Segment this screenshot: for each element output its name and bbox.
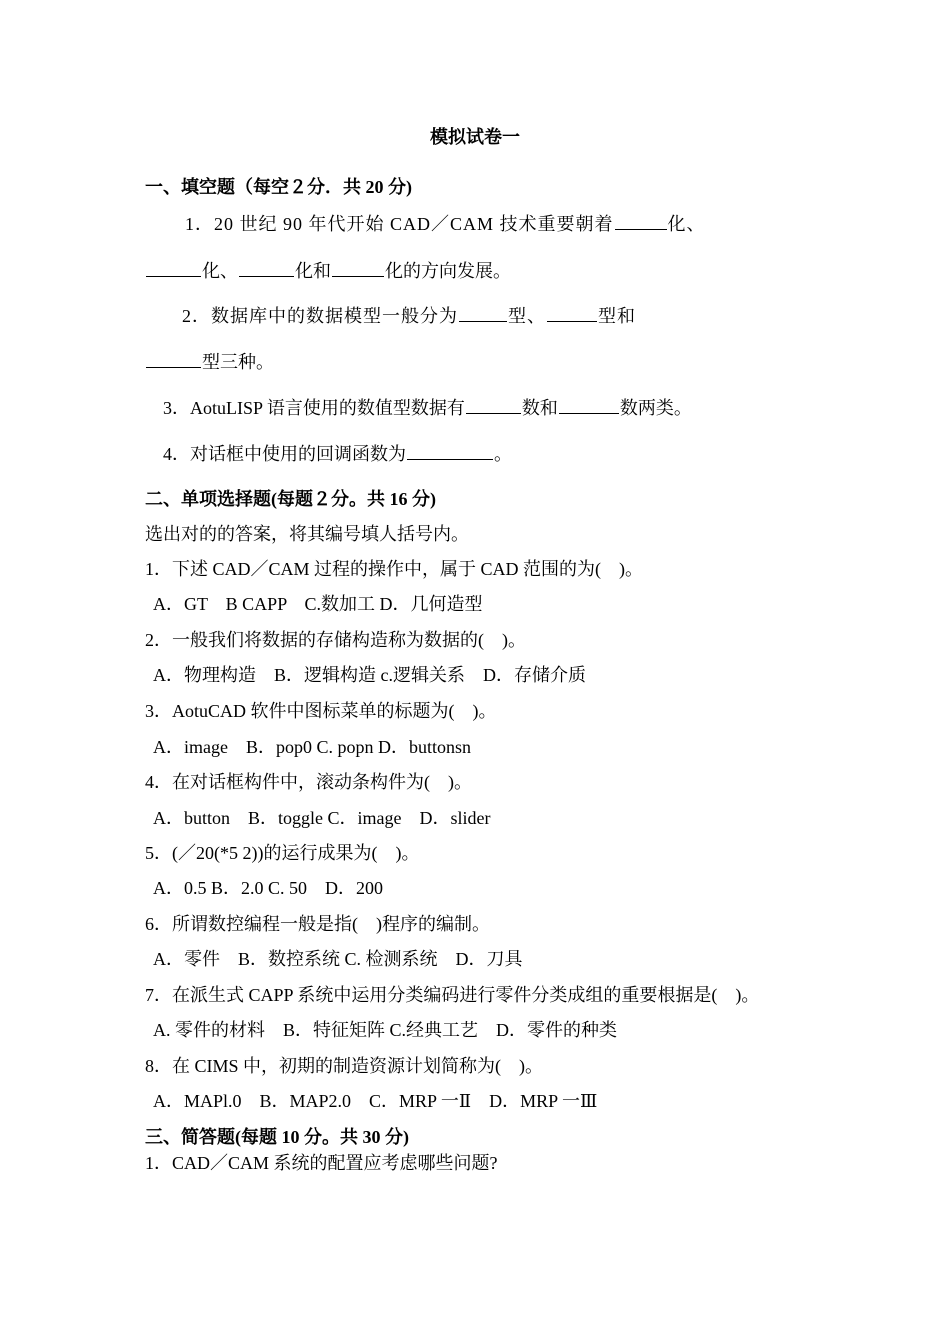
- section1-heading: 一、填空题（每空２分．共 20 分): [145, 177, 412, 197]
- choice-question-1: 1．下述 CAD／CAM 过程的操作中，属于 CAD 范围的为( )。: [145, 559, 644, 579]
- choice-options-3: A．image B．pop0 C. popn D．buttonsn: [153, 737, 471, 757]
- choice-options-4: A．button B．toggle C．image D．slider: [153, 808, 491, 828]
- fill-question-4: [163, 441, 512, 465]
- choice-options-5: A．0.5 B．2.0 C. 50 D．200: [153, 878, 384, 898]
- short-answer-question-1: 1．CAD／CAM 系统的配置应考虑哪些问题?: [145, 1153, 498, 1173]
- answer-blank[interactable]: [459, 303, 507, 322]
- fill-question-1-line2: [145, 258, 511, 282]
- fill-q3-text-c: 数两类。: [619, 398, 692, 418]
- fill-q3-text-a: 3．AotuLISP 语言使用的数值型数据有: [163, 398, 465, 418]
- choice-question-2: 2．一般我们将数据的存储构造称为数据的( )。: [145, 630, 526, 650]
- fill-question-1-line1: [185, 211, 706, 235]
- fill-q2-text-d: 型三种。: [202, 352, 274, 372]
- choice-question-3: 3．AotuCAD 软件中图标菜单的标题为( )。: [145, 701, 497, 721]
- answer-blank[interactable]: [146, 258, 201, 277]
- answer-blank[interactable]: [239, 258, 294, 277]
- answer-blank[interactable]: [615, 211, 667, 230]
- fill-q2-text-c: 型和: [598, 306, 636, 326]
- choice-options-8: A．MAPl.0 B．MAP2.0 C．MRP 一Ⅱ D．MRP 一Ⅲ: [153, 1091, 598, 1111]
- fill-q3-text-b: 数和: [521, 398, 558, 418]
- fill-q4-text-b: 。: [494, 444, 512, 464]
- choice-question-7: 7．在派生式 CAPP 系统中运用分类编码进行零件分类成组的重要根据是( )。: [145, 985, 760, 1005]
- fill-question-2-line2: [145, 349, 274, 373]
- answer-blank[interactable]: [559, 395, 619, 414]
- choice-options-6: A．零件 B．数控系统 C. 检测系统 D．刀具: [153, 949, 523, 969]
- fill-q1-text-c: 化、: [202, 261, 238, 281]
- choice-question-5: 5．(／20(*5 2))的运行成果为( )。: [145, 843, 420, 863]
- choice-question-6: 6．所谓数控编程一般是指( )程序的编制。: [145, 914, 490, 934]
- choice-options-1: A．GT B CAPP C.数加工 D．几何造型: [153, 594, 483, 614]
- section2-heading: 二、单项选择题(每题２分。共 16 分): [145, 489, 436, 509]
- section2-instructions: 选出对的的答案，将其编号填人括号内。: [145, 524, 469, 544]
- fill-q1-text-b: 化、: [667, 214, 706, 234]
- fill-q2-text-a: 2．数据库中的数据模型一般分为: [182, 306, 458, 326]
- answer-blank[interactable]: [146, 349, 201, 368]
- answer-blank[interactable]: [407, 441, 493, 460]
- fill-q2-text-b: 型、: [508, 306, 546, 326]
- fill-question-3: [163, 395, 692, 419]
- fill-q1-text-a: 1．20 世纪 90 年代开始 CAD／CAM 技术重要朝着: [185, 214, 614, 234]
- answer-blank[interactable]: [547, 303, 597, 322]
- fill-q1-text-d: 化和: [295, 261, 331, 281]
- answer-blank[interactable]: [466, 395, 521, 414]
- fill-q4-text-a: 4．对话框中使用的回调函数为: [163, 444, 406, 464]
- section3-heading: 三、简答题(每题 10 分。共 30 分): [145, 1127, 409, 1147]
- choice-options-7: A. 零件的材料 B．特征矩阵 C.经典工艺 D．零件的种类: [153, 1020, 618, 1040]
- fill-q1-text-e: 化的方向发展。: [385, 261, 511, 281]
- choice-options-2: A．物理构造 B．逻辑构造 c.逻辑关系 D．存储介质: [153, 665, 586, 685]
- answer-blank[interactable]: [332, 258, 384, 277]
- page-title: 模拟试卷一: [430, 127, 520, 147]
- choice-question-8: 8．在 CIMS 中，初期的制造资源计划简称为( )。: [145, 1056, 544, 1076]
- choice-question-4: 4．在对话框构件中，滚动条构件为( )。: [145, 772, 472, 792]
- fill-question-2-line1: [182, 303, 636, 327]
